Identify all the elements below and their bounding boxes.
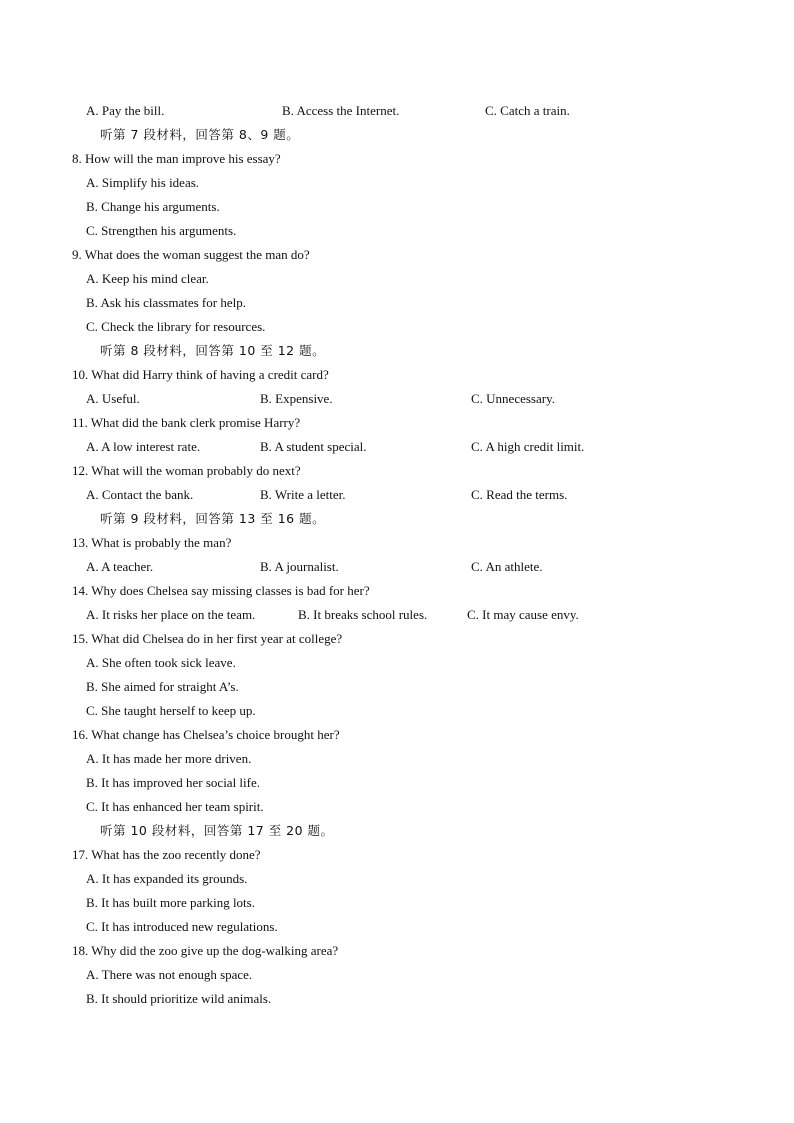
answer-option: C. Check the library for resources. — [86, 319, 266, 334]
answer-option: C. It may cause envy. — [467, 607, 579, 622]
answer-option: A. It has made her more driven. — [86, 751, 252, 766]
answer-option: A. Contact the bank. — [86, 487, 194, 502]
question-text: 14. Why does Chelsea say missing classes is bad for her? — [72, 583, 370, 598]
question-text: 17. What has the zoo recently done? — [72, 847, 261, 862]
answer-option: B. Change his arguments. — [86, 199, 220, 214]
answer-option: C. It has introduced new regulations. — [86, 919, 278, 934]
question-text: 8. How will the man improve his essay? — [72, 151, 281, 166]
answer-option: A. Simplify his ideas. — [86, 175, 200, 190]
section-instruction: 听第 9 段材料，回答第 13 至 16 题。 — [100, 511, 326, 526]
answer-option: B. It breaks school rules. — [298, 607, 428, 622]
answer-option: C. An athlete. — [471, 559, 543, 574]
question-text: 15. What did Chelsea do in her first year at college? — [72, 631, 343, 646]
answer-option: A. Pay the bill. — [86, 103, 165, 118]
question-text: 18. Why did the zoo give up the dog-walking area? — [72, 943, 339, 958]
question-text: 11. What did the bank clerk promise Harry? — [72, 415, 301, 430]
answer-option: B. Access the Internet. — [282, 103, 400, 118]
answer-option: B. Write a letter. — [260, 487, 346, 502]
answer-option: A. Keep his mind clear. — [86, 271, 209, 286]
section-instruction: 听第 7 段材料，回答第 8、9 题。 — [100, 127, 300, 142]
answer-option: B. Ask his classmates for help. — [86, 295, 246, 310]
answer-option: C. A high credit limit. — [471, 439, 585, 454]
answer-option: A. It has expanded its grounds. — [86, 871, 248, 886]
answer-option: C. Catch a train. — [485, 103, 570, 118]
section-instruction: 听第 10 段材料，回答第 17 至 20 题。 — [100, 823, 334, 838]
answer-option: C. Read the terms. — [471, 487, 568, 502]
answer-option: B. Expensive. — [260, 391, 333, 406]
answer-option: C. She taught herself to keep up. — [86, 703, 256, 718]
answer-option: B. A journalist. — [260, 559, 339, 574]
answer-option: A. Useful. — [86, 391, 140, 406]
answer-option: B. It should prioritize wild animals. — [86, 991, 272, 1006]
question-text: 16. What change has Chelsea’s choice brought her? — [72, 727, 340, 742]
answer-option: A. A low interest rate. — [86, 439, 201, 454]
question-text: 12. What will the woman probably do next? — [72, 463, 301, 478]
answer-option: A. She often took sick leave. — [86, 655, 236, 670]
answer-option: A. There was not enough space. — [86, 967, 253, 982]
question-text: 9. What does the woman suggest the man do? — [72, 247, 310, 262]
answer-option: B. It has improved her social life. — [86, 775, 261, 790]
answer-option: C. Strengthen his arguments. — [86, 223, 237, 238]
answer-option: B. A student special. — [260, 439, 367, 454]
answer-option: A. It risks her place on the team. — [86, 607, 256, 622]
question-text: 10. What did Harry think of having a credit card? — [72, 367, 329, 382]
answer-option: C. It has enhanced her team spirit. — [86, 799, 264, 814]
answer-option: B. It has built more parking lots. — [86, 895, 255, 910]
answer-option: C. Unnecessary. — [471, 391, 555, 406]
answer-option: B. She aimed for straight A’s. — [86, 679, 239, 694]
section-instruction: 听第 8 段材料，回答第 10 至 12 题。 — [100, 343, 326, 358]
question-text: 13. What is probably the man? — [72, 535, 232, 550]
answer-option: A. A teacher. — [86, 559, 154, 574]
